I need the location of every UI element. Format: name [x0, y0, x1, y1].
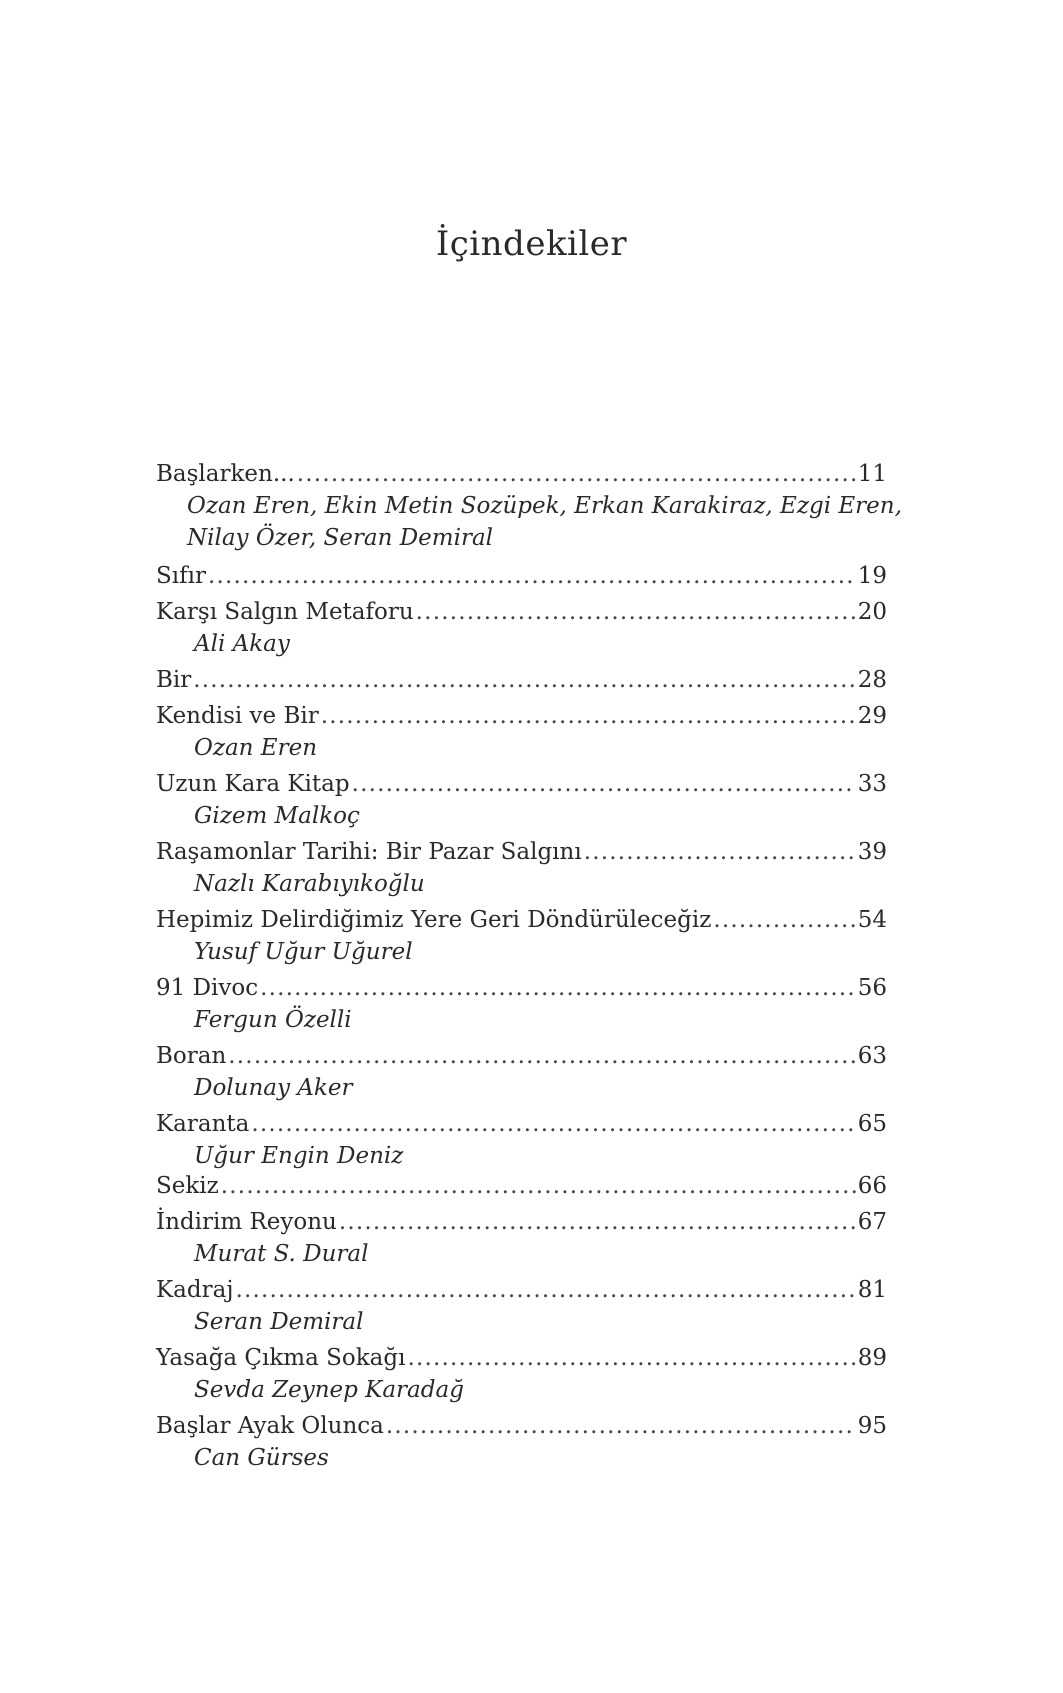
- dot-leader: [221, 1170, 856, 1202]
- toc-entry-line: [156, 972, 887, 1004]
- toc-entry-page-number: 63: [857, 1043, 887, 1069]
- toc-entry-author: Ali Akay: [194, 631, 290, 657]
- toc-entry-author: Nilay Özer, Seran Demiral: [187, 525, 494, 551]
- dot-leader: [407, 1342, 855, 1374]
- toc-entry: [156, 664, 887, 696]
- toc-entry-page-number: 95: [857, 1413, 887, 1439]
- toc-entry-page-number: 33: [857, 771, 887, 797]
- toc-entry-title: Başlar Ayak Olunca: [156, 1413, 384, 1439]
- toc-entry-title: Kendisi ve Bir: [156, 703, 319, 729]
- dot-leader: [352, 768, 856, 800]
- toc-entry-author: Gizem Malkoç: [194, 803, 360, 829]
- toc-entry-page-number: 54: [857, 907, 887, 933]
- toc-entry-page-number: 28: [857, 667, 887, 693]
- toc-entry-page-number: 65: [857, 1111, 887, 1137]
- dot-leader: [235, 1274, 855, 1306]
- toc-entry-title: Uzun Kara Kitap: [156, 771, 350, 797]
- toc-entry-line: [156, 1206, 887, 1238]
- toc-entry-page-number: 89: [857, 1345, 887, 1371]
- toc-entry-title: Karşı Salgın Metaforu: [156, 599, 414, 625]
- toc-entry-title: Bir: [156, 667, 192, 693]
- dot-leader: [713, 904, 855, 936]
- toc-entry-line: [156, 768, 887, 800]
- dot-leader: [321, 700, 856, 732]
- toc-entry-line: [156, 458, 887, 490]
- toc-entry-title: İndirim Reyonu: [156, 1209, 337, 1235]
- toc-entry-line: [156, 1274, 887, 1306]
- dot-leader: [386, 1410, 856, 1442]
- toc-entry-line: [156, 664, 887, 696]
- toc-entry-author: Yusuf Uğur Uğurel: [194, 939, 413, 965]
- toc-entry: [156, 560, 887, 592]
- toc-entry-title: Sıfır: [156, 563, 206, 589]
- toc-entry: [156, 1342, 887, 1406]
- toc-entry-title: Boran: [156, 1043, 227, 1069]
- dot-leader: [208, 560, 856, 592]
- toc-entry: [156, 1206, 887, 1270]
- toc-entry-line: [156, 596, 887, 628]
- dot-leader: [339, 1206, 856, 1238]
- toc-entry: [156, 596, 887, 660]
- toc-entry: [156, 972, 887, 1036]
- toc-entry: [156, 1108, 887, 1172]
- page-title: İçindekiler: [435, 224, 628, 264]
- toc-entry-title: Hepimiz Delirdiğimiz Yere Geri Döndürüleceğiz: [156, 907, 712, 933]
- toc-entry-author: Uğur Engin Deniz: [194, 1143, 404, 1169]
- toc-entry-author: Nazlı Karabıyıkoğlu: [194, 871, 425, 897]
- toc-entry-line: [156, 1108, 887, 1140]
- toc-entry-title: Yasağa Çıkma Sokağı: [156, 1345, 406, 1371]
- toc-entry-title: Sekiz: [156, 1173, 219, 1199]
- toc-entry-title: 91 Divoc: [156, 975, 259, 1001]
- toc-entry: [156, 1410, 887, 1474]
- toc-entry: [156, 836, 887, 900]
- toc-entry-author: Fergun Özelli: [194, 1007, 352, 1033]
- toc-entry-title: Kadraj: [156, 1277, 234, 1303]
- toc-entry-page-number: 19: [857, 563, 887, 589]
- toc-entry-author: Sevda Zeynep Karadağ: [194, 1377, 464, 1403]
- toc-entry-line: [156, 836, 887, 868]
- toc-entry-page-number: 29: [857, 703, 887, 729]
- table-of-contents: [156, 458, 902, 1474]
- dot-leader: [260, 972, 856, 1004]
- toc-entry-line: [156, 560, 887, 592]
- toc-entry: [156, 1170, 887, 1202]
- toc-entry-page-number: 81: [857, 1277, 887, 1303]
- toc-entry-title: Karanta: [156, 1111, 250, 1137]
- toc-entry-line: [156, 1170, 887, 1202]
- toc-entry-author: Dolunay Aker: [194, 1075, 353, 1101]
- dot-leader: [228, 1040, 855, 1072]
- dot-leader: [297, 458, 856, 490]
- dot-leader: [416, 596, 856, 628]
- toc-entry-page-number: 20: [857, 599, 887, 625]
- toc-entry-title: Raşamonlar Tarihi: Bir Pazar Salgını: [156, 839, 582, 865]
- dot-leader: [251, 1108, 855, 1140]
- toc-entry-author: Ozan Eren: [194, 735, 318, 761]
- toc-entry-line: [156, 700, 887, 732]
- toc-entry-line: [156, 1410, 887, 1442]
- toc-entry-author: Ozan Eren, Ekin Metin Sozüpek, Erkan Karakiraz, Ezgi Eren,: [187, 493, 902, 519]
- toc-entry-line: [156, 1040, 887, 1072]
- toc-entry-page-number: 11: [857, 461, 887, 487]
- toc-entry: [156, 1040, 887, 1104]
- toc-entry-title: Başlarken...: [156, 461, 295, 487]
- toc-entry: [156, 768, 887, 832]
- toc-entry-line: [156, 1342, 887, 1374]
- toc-entry-author: Murat S. Dural: [194, 1241, 369, 1267]
- dot-leader: [584, 836, 856, 868]
- toc-entry-author: Can Gürses: [194, 1445, 329, 1471]
- toc-entry-page-number: 66: [857, 1173, 887, 1199]
- toc-entry-line: [156, 904, 887, 936]
- toc-entry-page-number: 39: [857, 839, 887, 865]
- toc-entry: [156, 904, 887, 968]
- toc-entry-author: Seran Demiral: [194, 1309, 364, 1335]
- toc-entry-page-number: 67: [857, 1209, 887, 1235]
- toc-entry: [156, 700, 887, 764]
- toc-entry: [156, 1274, 887, 1338]
- dot-leader: [193, 664, 855, 696]
- toc-entry: [156, 458, 902, 554]
- toc-entry-page-number: 56: [857, 975, 887, 1001]
